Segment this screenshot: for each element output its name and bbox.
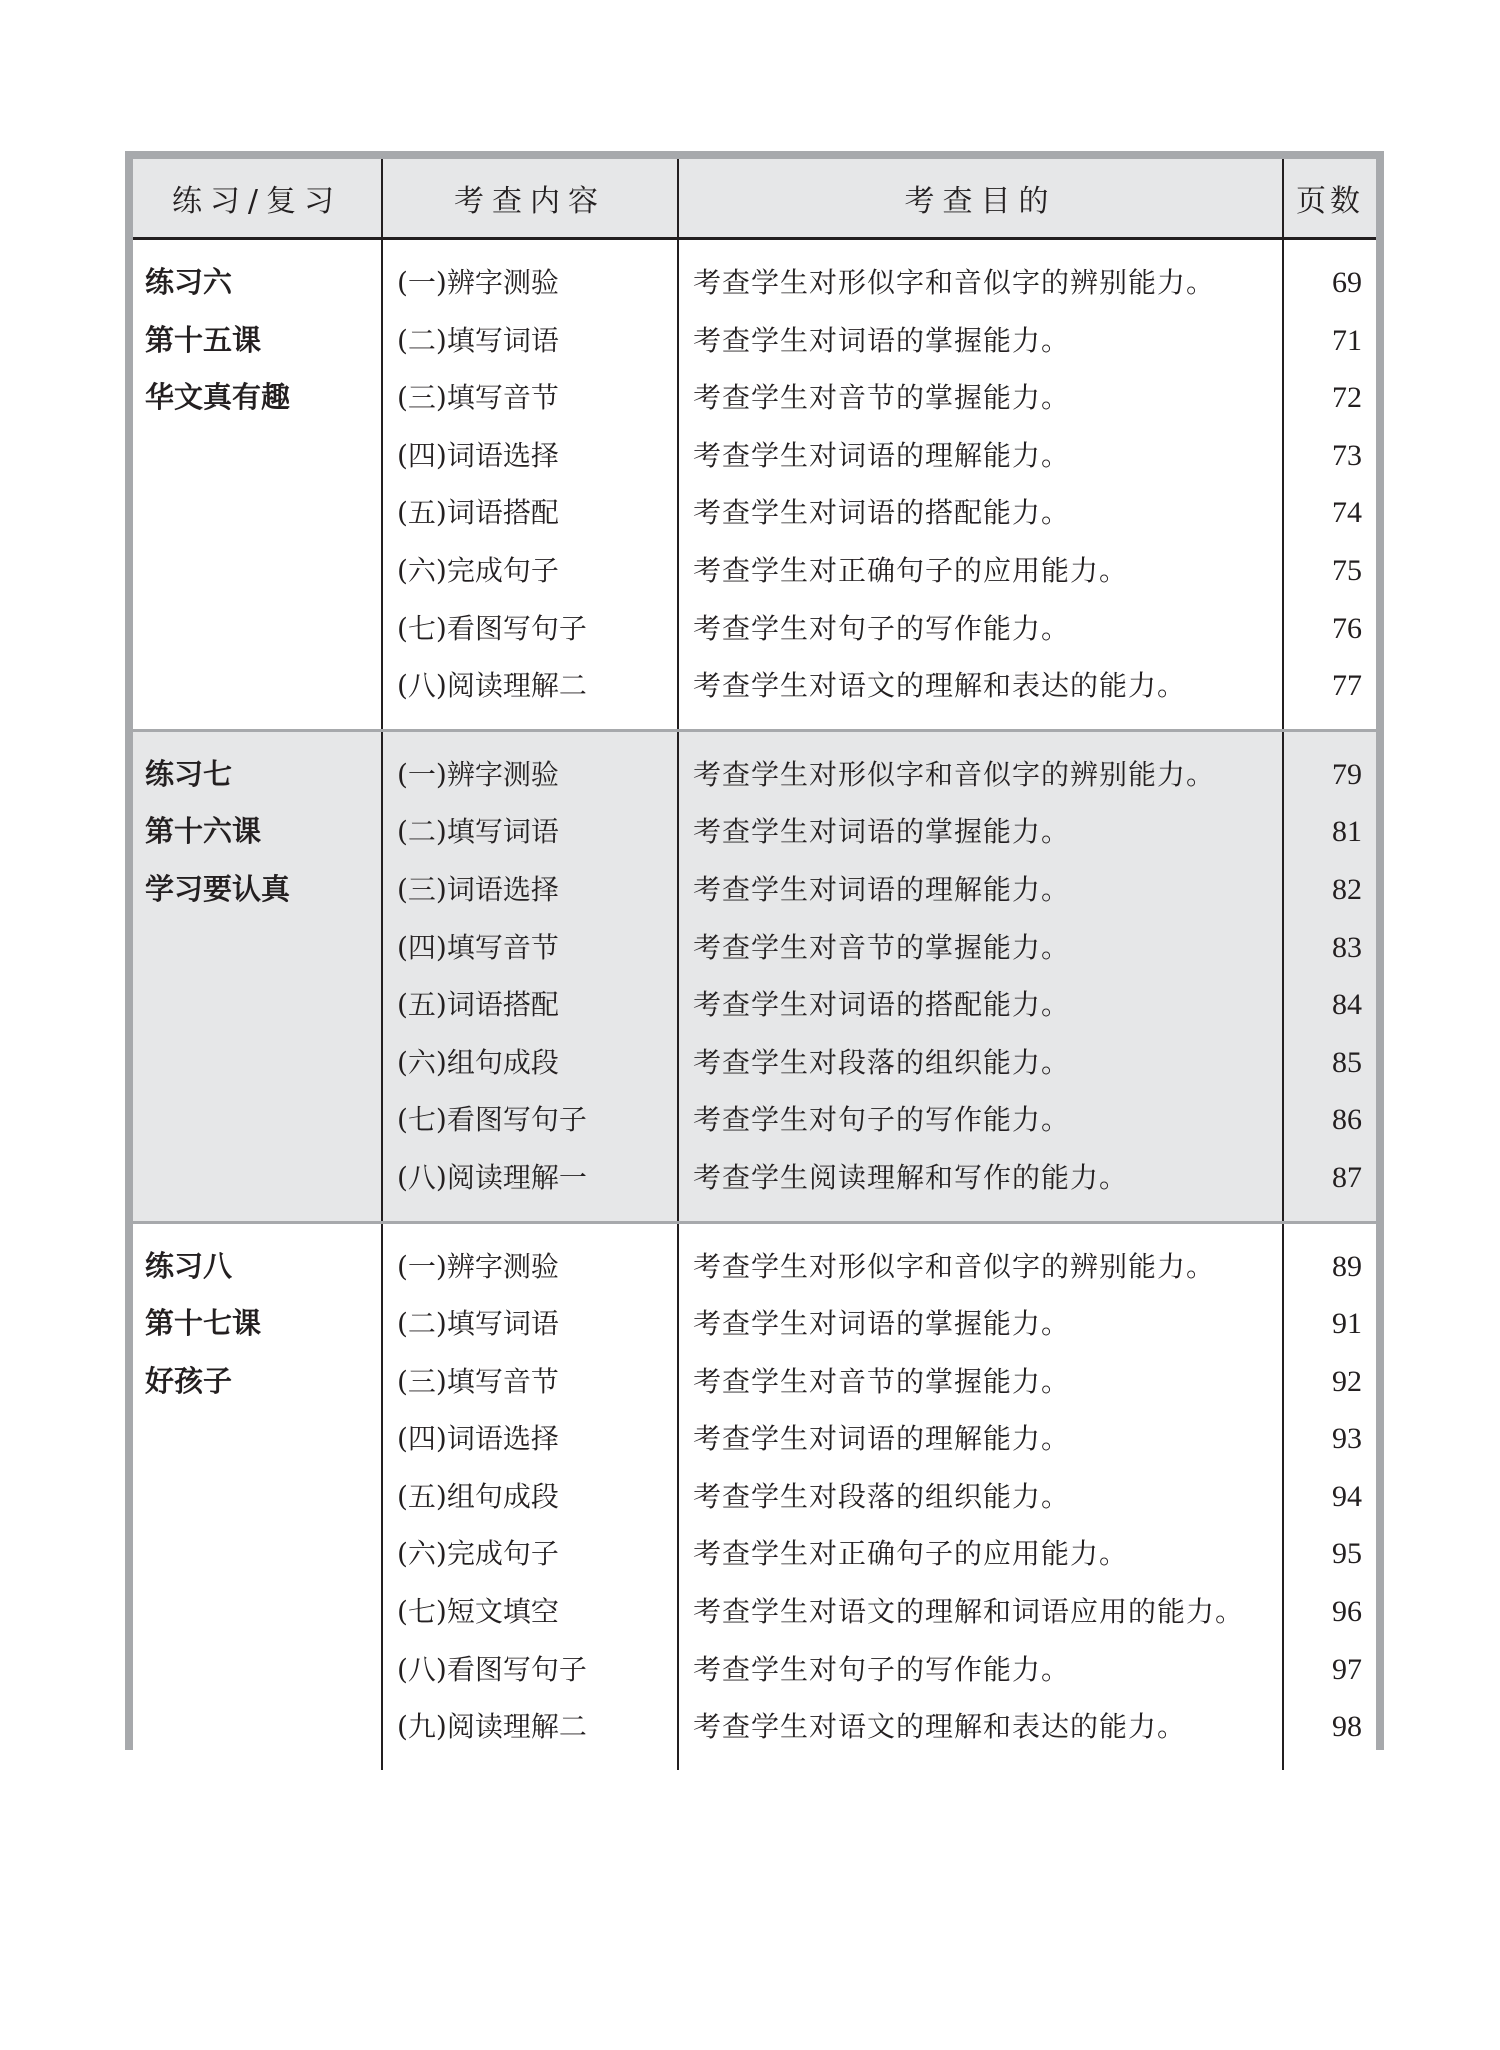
exercise-title: 第十六课 (145, 814, 262, 849)
page-number: 93 (1332, 1422, 1362, 1456)
purpose-item: 考查学生对词语的搭配能力。 (693, 988, 1071, 1022)
content-cell (382, 730, 678, 1222)
purpose-item: 考查学生对正确句子的应用能力。 (693, 1537, 1129, 1571)
table-header-row (133, 159, 1376, 239)
content-item: (八)阅读理解二 (397, 669, 587, 703)
content-cell (382, 239, 678, 731)
page-number: 82 (1332, 872, 1362, 906)
purpose-cell (678, 730, 1283, 1222)
page-number: 85 (1332, 1045, 1362, 1079)
content-item: (二)填写词语 (397, 323, 559, 357)
page-number: 72 (1332, 381, 1362, 415)
purpose-item: 考查学生对词语的理解能力。 (693, 438, 1071, 472)
purpose-item: 考查学生对音节的掌握能力。 (693, 381, 1071, 415)
exercise-title: 学习要认真 (145, 871, 291, 906)
content-item: (五)词语搭配 (397, 496, 559, 530)
section-row (133, 730, 1376, 1222)
exercise-title-cell (133, 239, 382, 731)
content-item: (一)辨字测验 (397, 1249, 559, 1283)
page-number: 73 (1332, 438, 1362, 472)
section-exercise-6 (133, 239, 1376, 731)
page-number: 81 (1332, 815, 1362, 849)
page-number: 98 (1332, 1710, 1362, 1744)
page-number: 79 (1332, 757, 1362, 791)
content-item: (五)组句成段 (397, 1479, 559, 1513)
section-exercise-7 (133, 730, 1376, 1222)
content-item: (六)组句成段 (397, 1045, 559, 1079)
purpose-item: 考查学生对词语的理解能力。 (693, 1422, 1071, 1456)
header-content: 考查内容 (382, 159, 678, 239)
content-item: (六)完成句子 (397, 1537, 559, 1571)
exercise-title: 练习七 (145, 756, 233, 791)
content-item: (八)看图写句子 (397, 1652, 587, 1686)
content-item: (七)看图写句子 (397, 1103, 587, 1137)
exercise-title: 华文真有趣 (145, 380, 291, 415)
purpose-item: 考查学生对词语的搭配能力。 (693, 496, 1071, 530)
purpose-item: 考查学生对段落的组织能力。 (693, 1045, 1071, 1079)
content-item: (九)阅读理解二 (397, 1710, 587, 1744)
page-number: 83 (1332, 930, 1362, 964)
purpose-item: 考查学生对词语的理解能力。 (693, 872, 1071, 906)
purpose-item: 考查学生对词语的掌握能力。 (693, 323, 1071, 357)
purpose-item: 考查学生对语文的理解和词语应用的能力。 (693, 1595, 1245, 1629)
content-item: (二)填写词语 (397, 815, 559, 849)
content-item: (三)填写音节 (397, 381, 559, 415)
content-cell (382, 1222, 678, 1770)
section-exercise-8 (133, 1222, 1376, 1770)
page-number: 91 (1332, 1307, 1362, 1341)
page-number: 71 (1332, 323, 1362, 357)
content-item: (五)词语搭配 (397, 988, 559, 1022)
exercise-title-cell (133, 1222, 382, 1770)
page-number: 76 (1332, 611, 1362, 645)
page-cell (1283, 1222, 1376, 1770)
purpose-item: 考查学生对语文的理解和表达的能力。 (693, 669, 1187, 703)
purpose-item: 考查学生对音节的掌握能力。 (693, 1364, 1071, 1398)
content-item: (三)词语选择 (397, 872, 559, 906)
purpose-cell (678, 1222, 1283, 1770)
section-row (133, 239, 1376, 731)
content-item: (四)词语选择 (397, 1422, 559, 1456)
page-number: 86 (1332, 1103, 1362, 1137)
header-purpose: 考查目的 (678, 159, 1283, 239)
exercise-title: 第十七课 (145, 1306, 262, 1341)
header-page: 页数 (1283, 159, 1376, 239)
exercise-title: 练习八 (145, 1248, 233, 1283)
header-exercise: 练习/复习 (133, 159, 382, 239)
content-item: (八)阅读理解一 (397, 1160, 587, 1194)
purpose-item: 考查学生对段落的组织能力。 (693, 1479, 1071, 1513)
exercise-table-frame (125, 151, 1384, 1750)
purpose-item: 考查学生对形似字和音似字的辨别能力。 (693, 266, 1216, 299)
purpose-item: 考查学生对句子的写作能力。 (693, 611, 1071, 645)
content-item: (一)辨字测验 (397, 757, 559, 791)
exercise-table (133, 159, 1376, 1770)
page-number: 92 (1332, 1364, 1362, 1398)
page-number: 84 (1332, 988, 1362, 1022)
page-number: 87 (1332, 1160, 1362, 1194)
page-number: 75 (1332, 553, 1362, 587)
page-number: 96 (1332, 1595, 1362, 1629)
content-item: (一)辨字测验 (397, 266, 559, 299)
purpose-item: 考查学生对形似字和音似字的辨别能力。 (693, 1249, 1216, 1283)
page-number: 95 (1332, 1537, 1362, 1571)
section-row (133, 1222, 1376, 1770)
exercise-title: 第十五课 (145, 322, 262, 357)
page-number: 94 (1332, 1479, 1362, 1513)
page-cell (1283, 730, 1376, 1222)
page-number: 74 (1332, 496, 1362, 530)
purpose-item: 考查学生对形似字和音似字的辨别能力。 (693, 757, 1216, 791)
purpose-item: 考查学生对语文的理解和表达的能力。 (693, 1710, 1187, 1744)
exercise-title: 好孩子 (145, 1363, 233, 1398)
purpose-item: 考查学生对正确句子的应用能力。 (693, 553, 1129, 587)
exercise-title-cell (133, 730, 382, 1222)
content-item: (三)填写音节 (397, 1364, 559, 1398)
page-number: 77 (1332, 669, 1362, 703)
page-cell (1283, 239, 1376, 731)
exercise-title: 练习六 (145, 265, 233, 299)
purpose-item: 考查学生对句子的写作能力。 (693, 1652, 1071, 1686)
page-number: 89 (1332, 1249, 1362, 1283)
content-item: (四)词语选择 (397, 438, 559, 472)
page-number: 97 (1332, 1652, 1362, 1686)
content-item: (二)填写词语 (397, 1307, 559, 1341)
content-item: (七)短文填空 (397, 1595, 559, 1629)
content-item: (四)填写音节 (397, 930, 559, 964)
page-number: 69 (1332, 266, 1362, 299)
purpose-item: 考查学生对词语的掌握能力。 (693, 815, 1071, 849)
content-item: (六)完成句子 (397, 553, 559, 587)
purpose-cell (678, 239, 1283, 731)
purpose-item: 考查学生对句子的写作能力。 (693, 1103, 1071, 1137)
content-item: (七)看图写句子 (397, 611, 587, 645)
purpose-item: 考查学生阅读理解和写作的能力。 (693, 1160, 1129, 1194)
purpose-item: 考查学生对词语的掌握能力。 (693, 1307, 1071, 1341)
purpose-item: 考查学生对音节的掌握能力。 (693, 930, 1071, 964)
